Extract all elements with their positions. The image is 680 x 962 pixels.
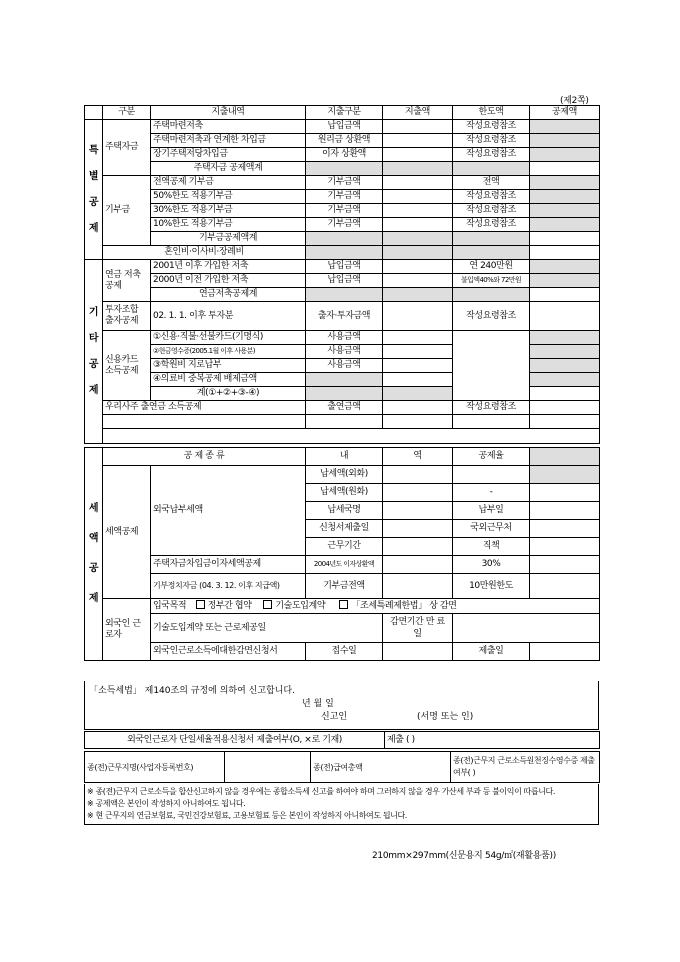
deduction-cell[interactable] (530, 401, 600, 415)
housing-item: 주택마련저축과 연계한 차입금 (151, 134, 306, 148)
declarant-label: 신고인 (321, 712, 348, 722)
donation-type: 기부금액 (306, 218, 383, 232)
housing-type: 원리금 상환액 (306, 134, 383, 148)
housing-limit: 작성요령참조 (453, 134, 530, 148)
tax-credit-table (84, 447, 600, 661)
tax-head-rate: 공제율 (453, 448, 530, 466)
checkbox[interactable] (263, 600, 272, 609)
pension-item: 2001년 이후 가입한 저축 (151, 260, 306, 274)
prev-employer-table (84, 751, 600, 783)
paper-size: 210mm×297mm(신문용지 54g/㎡(재활용품)) (372, 851, 556, 861)
option-tech-contract: 기술도입계약 (275, 601, 326, 611)
notes (84, 784, 599, 825)
grey-cell (453, 246, 530, 260)
card-item: ②현금영수증(2005.1월 이후 사용분) (151, 345, 306, 359)
card-type: 사용금액 (306, 359, 383, 373)
housing-type: 이자 상환액 (306, 148, 383, 162)
pension-limit: 불입액40%와 72만원 (453, 274, 530, 288)
signature-block (84, 681, 599, 730)
header-limit: 한도액 (453, 106, 530, 120)
donation-limit: 작성요령참조 (453, 204, 530, 218)
foreign-desc: 신청서제출일 (306, 520, 383, 538)
value-cell[interactable] (383, 502, 453, 520)
deduction-cell (530, 373, 600, 387)
deduction-cell[interactable] (530, 387, 600, 401)
donation-limit: 전액 (453, 176, 530, 190)
foreign-desc: 납세액(원화) (306, 484, 383, 502)
declaration-statement: 「소득세법」 제140조의 규정에 의하여 신고합니다. (89, 686, 295, 696)
pension-type: 납입금액 (306, 260, 383, 274)
foreign-rate (453, 466, 530, 484)
prev-employer-name-label: 종(전)근무지명(사업자등록번호) (85, 752, 225, 783)
value-cell[interactable] (383, 556, 453, 574)
grey-cell (383, 387, 453, 401)
housing-type: 납입금액 (306, 120, 383, 134)
grey-cell (306, 232, 383, 246)
blank-cell (530, 415, 600, 429)
housing-label: 주택자금 (103, 120, 151, 176)
header-blank (85, 106, 103, 120)
tax-head-detail-a: 내 (306, 448, 383, 466)
amount-cell[interactable] (383, 359, 453, 373)
donation-type: 기부금액 (306, 190, 383, 204)
housing-item: 장기주택저당차입금 (151, 148, 306, 162)
header-amount: 지출액 (383, 106, 453, 120)
prev-salary-label: 종(전)급여총액 (311, 752, 451, 783)
foreign-desc: 납세국명 (306, 502, 383, 520)
amount-cell[interactable] (383, 204, 453, 218)
header-category: 구분 (103, 106, 151, 120)
amount-cell[interactable] (383, 345, 453, 359)
grey-cell (453, 288, 530, 302)
political-desc: 기부금전액 (306, 574, 383, 599)
housing-item: 주택마련저축 (151, 120, 306, 134)
pension-type: 납입금액 (306, 274, 383, 288)
value-cell[interactable] (383, 538, 453, 556)
note-3: ※ 현 근무지의 연금보험료, 국민건강보험료, 고용보험료 등은 본인이 작성하지 아니하여도 됩니다. (87, 811, 407, 820)
deduction-cell (530, 176, 600, 190)
esop-item: 우리사주 출연금 소득공제 (103, 401, 306, 415)
checkbox[interactable] (196, 600, 205, 609)
political-rate: 10만원한도 (453, 574, 530, 599)
housing-interest-item: 주택자금차입금이자세액공제 (151, 556, 306, 574)
housing-interest-desc: 2004년도 이자상환액 (306, 556, 383, 574)
pension-label: 연금 저축공제 (103, 260, 151, 302)
flat-tax-value[interactable]: 제출 ( ) (385, 732, 600, 749)
card-label: 신용카드 소득공제 (103, 331, 151, 401)
special-deduction-title: 특 별 공 제 (85, 120, 103, 260)
deduction-cell (530, 218, 600, 232)
header-type: 지출구분 (306, 106, 383, 120)
foreign-tax-label: 외국납부세액 (151, 466, 306, 556)
pension-item: 2000년 이전 가입한 저축 (151, 274, 306, 288)
grey-cell (306, 162, 383, 176)
value-cell[interactable] (383, 484, 453, 502)
card-total-label: 계(①+②+③-④) (151, 387, 306, 401)
deduction-cell[interactable] (530, 556, 600, 574)
grey-cell (383, 246, 453, 260)
deduction-cell (530, 120, 600, 134)
tax-head-type: 공 제 종 류 (103, 448, 306, 466)
donation-item: 10%한도 적용기부금 (151, 218, 306, 232)
card-type: 사용금액 (306, 345, 383, 359)
deduction-cell (530, 148, 600, 162)
option-gov-agreement: 정부간 협약 (207, 601, 252, 611)
note-2: ※ 공제액은 본인이 작성하지 아니하여도 됩니다. (87, 799, 246, 808)
invest-label: 투자조합 출자공제 (103, 302, 151, 331)
card-item: ④의료비 중복공제 배제금액 (151, 373, 306, 387)
value-cell[interactable] (383, 520, 453, 538)
value-cell[interactable] (530, 643, 600, 661)
deduction-cell (530, 190, 600, 204)
option-tax-law: 「조세특례제한법」 상 감면 (351, 601, 457, 611)
entry-purpose-label: 입국목적 (153, 601, 187, 611)
card-item: ③학원비 지로납부 (151, 359, 306, 373)
application-label: 외국인근로소득에대한감면신청서 (151, 643, 306, 661)
housing-limit: 작성요령참조 (453, 148, 530, 162)
deduction-cell (530, 359, 600, 373)
deduction-cell (530, 134, 600, 148)
foreign-rate: 직책 (453, 538, 530, 556)
invest-type: 출자·투자금액 (306, 302, 383, 331)
grey-cell (453, 162, 530, 176)
blank-cell (306, 415, 383, 429)
deduction-cell[interactable] (530, 246, 600, 260)
value-cell[interactable] (530, 538, 600, 556)
card-type (306, 373, 383, 387)
tax-credit-title: 세 액 공 제 (85, 448, 103, 661)
deduction-cell[interactable] (530, 302, 600, 331)
value-cell[interactable] (453, 614, 600, 643)
deduction-table (84, 105, 600, 444)
foreign-worker-label: 외국인 근로자 (103, 599, 151, 661)
other-deduction-title: 기 타 공 제 (85, 260, 103, 444)
housing-total-label: 주택자금 공제액계 (151, 162, 306, 176)
donation-type: 기부금액 (306, 176, 383, 190)
blank-row (103, 415, 306, 429)
grey-cell (306, 288, 383, 302)
grey-cell (383, 232, 453, 246)
deduction-cell (530, 274, 600, 288)
declaration-date: 년 월 일 (302, 699, 334, 709)
entry-purpose-row (151, 599, 600, 614)
foreign-rate: 국외근무처 (453, 520, 530, 538)
esop-limit: 작성요령참조 (453, 401, 530, 415)
foreign-rate: - (453, 484, 530, 502)
tech-contract-label: 기술도입계약 또는 근로제공일 (151, 614, 383, 643)
value-cell[interactable] (383, 466, 453, 484)
amount-cell[interactable] (383, 260, 453, 274)
flat-tax-label: 외국인근로자 단일세율적용신청서 제출여부(O, ×로 기재) (85, 732, 385, 749)
note-1: ※ 종(전)근무지 근로소득을 합산신고하지 않을 경우에는 종합소득세 신고를 하여야 하며 그러하지 않을 경우 가산세 부과 등 불이익이 따릅니다. (87, 787, 556, 796)
deduction-cell[interactable] (530, 232, 600, 246)
card-item: ①신용·직불·선불카드(기명식) (151, 331, 306, 345)
grey-cell (383, 162, 453, 176)
housing-interest-rate: 30% (453, 556, 530, 574)
value-cell[interactable] (530, 520, 600, 538)
amount-cell[interactable] (383, 218, 453, 232)
political-item: 기부정치자금 (04. 3. 12. 이후 지급액) (151, 574, 306, 599)
tax-head-detail-b: 역 (383, 448, 453, 466)
donation-item: 전액공제 기부금 (151, 176, 306, 190)
deduction-cell[interactable] (530, 484, 600, 502)
page-number: (제2쪽) (560, 96, 589, 106)
amount-cell[interactable] (383, 120, 453, 134)
deduction-cell (530, 331, 600, 345)
donation-item: 50%한도 적용기부금 (151, 190, 306, 204)
deduction-cell (530, 204, 600, 218)
donation-total-label: 기부금공제액계 (151, 232, 306, 246)
amount-cell[interactable] (383, 373, 453, 387)
donation-item: 30%한도 적용기부금 (151, 204, 306, 218)
spacer-row (103, 429, 600, 444)
value-cell[interactable] (383, 574, 453, 599)
foreign-desc: 납세액(외화) (306, 466, 383, 484)
flat-tax-table (84, 731, 600, 749)
checkbox[interactable] (339, 600, 348, 609)
deduction-cell[interactable] (530, 288, 600, 302)
card-type: 사용금액 (306, 331, 383, 345)
header-detail: 지출내역 (151, 106, 306, 120)
deduction-cell (530, 260, 600, 274)
signature-field[interactable]: (서명 또는 인) (417, 712, 474, 722)
wedding-moving-funeral: 혼인비·이사비·장례비 (103, 246, 306, 260)
exemption-period-label: 감면기간 만 료 일 (383, 614, 453, 643)
receipt-date-label: 접수일 (306, 643, 383, 661)
housing-limit: 작성요령참조 (453, 120, 530, 134)
card-limit-cell (453, 331, 530, 401)
foreign-desc: 근무기간 (306, 538, 383, 556)
pension-total-label: 연금저축공제계 (151, 288, 306, 302)
tax-group-label: 세액공제 (103, 466, 151, 599)
amount-cell[interactable] (383, 148, 453, 162)
value-cell[interactable] (530, 502, 600, 520)
deduction-cell[interactable] (530, 162, 600, 176)
amount-cell[interactable] (383, 176, 453, 190)
value-cell[interactable] (383, 643, 453, 661)
amount-cell[interactable] (383, 331, 453, 345)
donation-limit: 작성요령참조 (453, 218, 530, 232)
grey-cell (530, 466, 600, 484)
amount-cell[interactable] (383, 274, 453, 288)
prev-receipt-label[interactable]: 종(전)근무지 근로소득원천징수영수증 제출여부( ) (451, 752, 600, 783)
deduction-cell[interactable] (530, 574, 600, 599)
header-deduction: 공제액 (530, 106, 600, 120)
pension-limit: 연 240만원 (453, 260, 530, 274)
grey-cell (453, 232, 530, 246)
grey-cell (383, 288, 453, 302)
grey-cell (306, 246, 383, 260)
header-row (85, 106, 600, 120)
prev-employer-name-value[interactable] (225, 752, 311, 783)
invest-item: 02. 1. 1. 이후 투자분 (151, 302, 306, 331)
deduction-cell (530, 345, 600, 359)
grey-cell (530, 448, 600, 466)
submit-date-label: 제출일 (453, 643, 530, 661)
blank-cell (453, 415, 530, 429)
blank-cell (383, 415, 453, 429)
esop-type: 출연금액 (306, 401, 383, 415)
grey-cell (306, 387, 383, 401)
donation-limit: 작성요령참조 (453, 190, 530, 204)
donation-label: 기부금 (103, 176, 151, 246)
amount-cell[interactable] (383, 302, 453, 331)
amount-cell[interactable] (383, 134, 453, 148)
invest-limit: 작성요령참조 (453, 302, 530, 331)
foreign-rate: 납부일 (453, 502, 530, 520)
donation-type: 기부금액 (306, 204, 383, 218)
amount-cell[interactable] (383, 401, 453, 415)
amount-cell[interactable] (383, 190, 453, 204)
